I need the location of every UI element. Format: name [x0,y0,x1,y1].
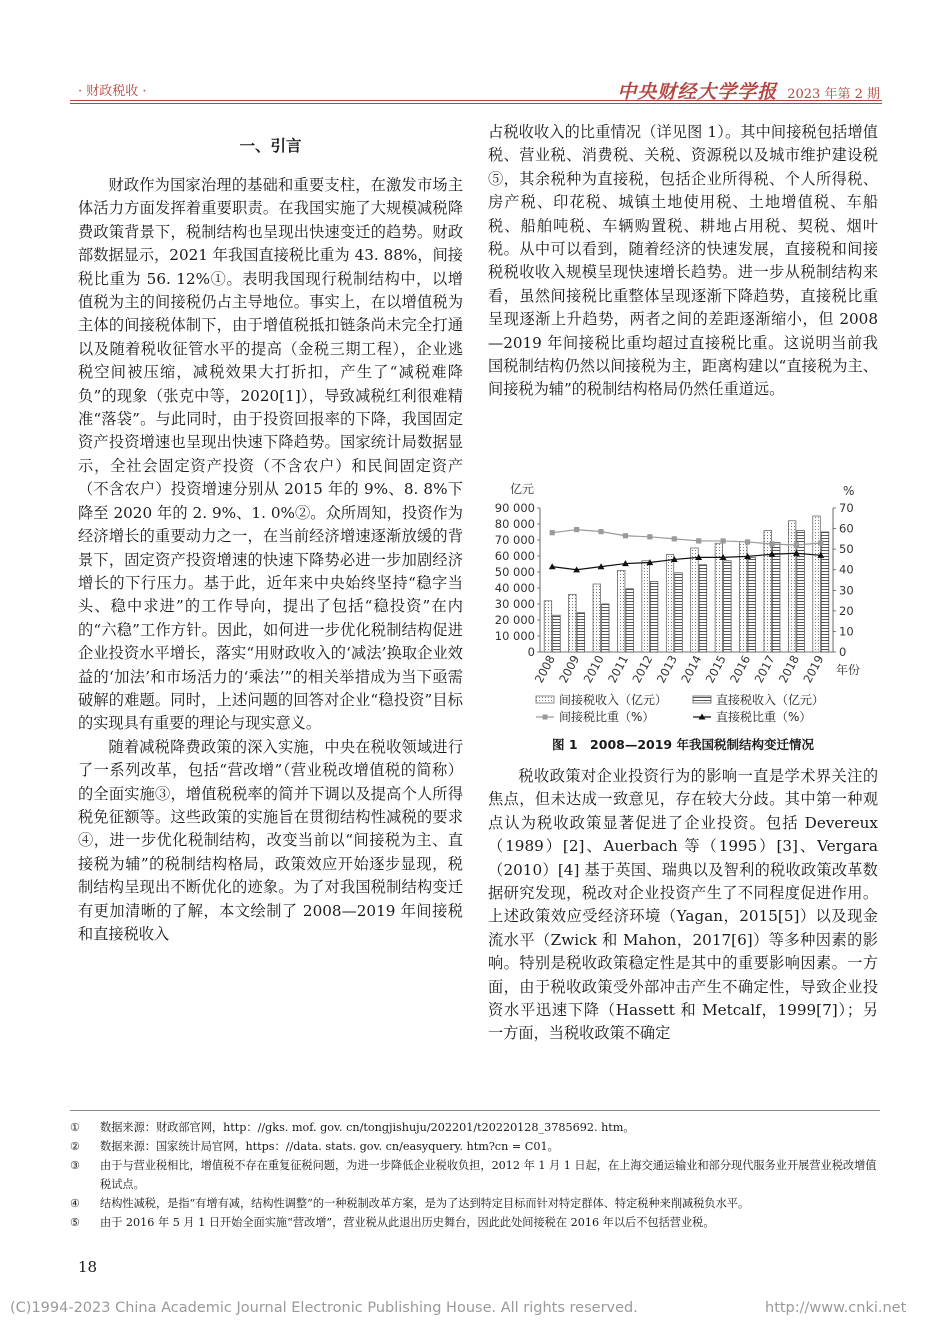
point-indirect-tax-share [672,536,677,541]
header-rule [70,100,882,101]
paragraph: 财政作为国家治理的基础和重要支柱，在激发市场主体活力方面发挥着重要职责。在我国实施了大规模减税降费政策背景下，税制结构也呈现出快速变迁的趋势。财政部数据显示，2021 年我国直接税比重为 43. 88%，间接税比重为 56. 12%①。表明我国现行税制结构中，以增值税为主的间接税仍占主导地位。事实上，在以增值税为主体的间接税体制下，由于增值税抵扣链条尚未完全打通以及随着税收征管水平的提高（金税三期工程），企业逃税空间被压缩，减税效果大打折扣，产生了“减税难降负”的现象（张克中等，2020[1]），导致减税红利很难精准“落袋”。与此同时，由于投资回报率的下降，我国固定资产投资增速也呈现出快速下降趋势。国家统计局数据显示，全社会固定资产投资（不含农户）和民间固定资产（不含农户）投资增速分别从 2015 年的 9%、8. 8%下降至 2020 年的 2. 9%、1. 0%②。众所周知，投资作为经济增长的重要动力之一，在当前经济增速逐渐放缓的背景下，固定资产投资增速的快速下降势必进一步加剧经济增长的下行压力。基于此，近年来中央始终坚持“稳字当头、稳中求进”的工作导向，提出了包括“稳投资”在内的“六稳”工作方针。因此，如何进一步优化税制结构促进企业投资水平增长，落实“用财政收入的‘减法’换取企业效益的‘加法’和市场活力的‘乘法’”的相关举措成为当下亟需破解的难题。同时，上述问题的回答对企业“稳投资”目标的实现具有重要的理论与现实意义。 [78,176,463,733]
y-left-tick-label: 80 000 [494,517,535,531]
paragraph: 占税收收入的比重情况（详见图 1）。其中间接税包括增值税、营业税、消费税、关税、资源税以及城市维护建设税⑤，其余税种为直接税，包括企业所得税、个人所得税、房产税、印花税、城镇土地使用税、土地增值税、车船税、船舶吨税、车辆购置税、耕地占用税、契税、烟叶税。从中可以看到，随着经济的快速发展，直接税和间接税税收收入规模呈现快速增长趋势。进一步从税制结构来看，虽然间接税比重整体呈现逐渐下降趋势，直接税比重呈现逐渐上升趋势，两者之间的差距逐渐缩小，但 2008—2019 年间接税比重均超过直接税比重。这说明当前我国税制结构仍然以间接税为主，距离构建以“直接税为主、间接税为辅”的税制结构格局仍然任重道远。 [488,123,878,399]
bar-direct-tax-revenue [626,589,634,652]
legend-label: 间接税比重（%） [559,710,655,724]
journal-title: 中央财经大学学报 [617,81,778,103]
y-right-tick-label: 10 [839,624,854,639]
section-title: 一、引言 [239,137,302,155]
tax-structure-chart [488,478,878,743]
paragraph: 税收政策对企业投资行为的影响一直是学术界关注的焦点，但未达成一致意见，存在较大分歧。其中第一种观点认为税收政策显著促进了企业投资。包括 Devereux（1989）[2]、Auerbach 等（1995）[3]、Vergara（2010）[4] 基于英国、瑞典以及智利的税收政策改革数据研究发现，税改对企业投资产生了不同程度促进作用。上述政策效应受经济环境（Yagan，2015[5]）以及现金流水平（Zwick 和 Mahon，2017[6]）等多种因素的影响。特别是税收政策稳定性是其中的重要影响因素。一方面，由于税收政策受外部冲击产生不确定性，导致企业投资水平迅速下降（Hassett 和 Metcalf，1999[7]）；另一方面，当税收政策不确定 [488,767,878,1043]
y-left-tick-label: 50 000 [494,565,535,579]
line-direct-tax-share [552,553,821,569]
y-right-tick-label: 40 [839,562,854,577]
header-rule-thin [70,103,882,104]
legend-swatch-indirect-revenue [536,696,554,703]
y-axis-left-label: 亿元 [510,482,535,496]
bar-direct-tax-revenue [772,542,780,652]
x-tick-label: 2011 [604,652,632,686]
right-column-bottom [488,765,878,1046]
y-left-tick-label: 0 [527,645,535,659]
running-header-section: · 财政税收 · [78,84,147,99]
x-tick-label: 2009 [556,652,583,686]
x-tick-label: 2008 [531,652,558,686]
x-axis-label: 年份 [836,663,861,677]
y-left-tick-label: 10 000 [494,629,535,643]
y-left-tick-label: 90 000 [494,501,535,515]
footnote-rule [70,1110,880,1111]
bar-direct-tax-revenue [797,530,805,652]
legend-label: 间接税收入（亿元） [559,693,668,707]
y-right-tick-label: 60 [839,521,854,536]
line-indirect-tax-share [552,530,821,545]
footnote: ④ 结构性减税，是指“有增有减，结构性调整”的一种税制改革方案，是为了达到特定目标而针对特定群体、特定税种来削减税负水平。 [70,1197,750,1210]
left-column [78,174,463,946]
bar-indirect-tax-revenue [666,554,674,652]
point-indirect-tax-share [550,530,555,535]
point-indirect-tax-share [598,529,603,534]
legend-label: 直接税收入（亿元） [716,693,825,707]
y-right-tick-label: 0 [839,645,847,659]
footnote: ② 数据来源：国家统计局官网，https：//data. stats. gov. cn/easyquery. htm?cn = C01。 [70,1140,559,1153]
right-column-top [488,121,878,402]
bar-indirect-tax-revenue [813,516,821,652]
page-number: 18 [78,1258,98,1276]
footnote: ③ 由于与营业税相比，增值税不存在重复征税问题，为进一步降低企业税收负担，2012 年 1 月 1 日起，在上海交通运输业和部分现代服务业开展营业税改增值税试点。 [70,1159,877,1191]
y-right-tick-label: 20 [839,603,854,618]
bar-direct-tax-revenue [675,573,683,652]
legend-marker-indirect-share [543,715,548,720]
y-left-tick-label: 40 000 [494,581,535,595]
bar-indirect-tax-revenue [593,584,601,652]
footnotes [70,1118,880,1232]
point-indirect-tax-share [574,527,579,532]
y-left-tick-label: 30 000 [494,597,535,611]
y-axis-right-label: % [843,484,855,498]
point-indirect-tax-share [696,538,701,543]
legend-label: 直接税比重（%） [716,710,812,724]
footnote: ⑤ 由于 2016 年 5 月 1 日开始全面实施“营改增”，营业税从此退出历史舞台，因此此处间接税在 2016 年以后不包括营业税。 [70,1216,715,1229]
bar-direct-tax-revenue [577,613,585,652]
point-direct-tax-share [549,563,556,569]
x-tick-label: 2013 [653,652,680,686]
bar-direct-tax-revenue [748,558,756,652]
x-tick-label: 2017 [751,652,778,686]
bar-direct-tax-revenue [553,615,561,652]
copyright-line [10,1300,907,1316]
x-tick-label: 2010 [580,652,607,686]
y-right-tick-label: 30 [839,583,854,598]
x-tick-label: 2015 [702,652,729,686]
footnote: ① 数据来源：财政部官网，http：//gks. mof. gov. cn/tongjishuju/202201/t20220128_3785692. htm。 [70,1121,635,1134]
website-link[interactable]: http://www.cnki.net [765,1300,907,1316]
bar-indirect-tax-revenue [788,521,796,652]
bar-direct-tax-revenue [821,532,829,652]
x-tick-label: 2018 [775,652,803,686]
y-left-tick-label: 20 000 [494,613,535,627]
paragraph: 随着减税降费政策的深入实施，中央在税收领域进行了一系列改革，包括“营改增”（营业税改增值税的简称）的全面实施③，增值税税率的简并下调以及提高个人所得税免征额等。这些政策的实施旨在贯彻结构性减税的要求④，进一步优化税制结构，改变当前以“间接税为主、直接税为辅”的税制结构格局，政策效应开始逐步显现，税制结构呈现出不断优化的迹象。为了对我国税制结构变迁有更加清晰的了解，本文绘制了 2008—2019 年间接税和直接税收入 [78,737,463,943]
issue-label: 2023 年第 2 期 [787,87,880,102]
point-indirect-tax-share [794,542,799,547]
y-right-tick-label: 70 [839,501,854,515]
x-tick-label: 2019 [800,652,827,686]
y-left-tick-label: 60 000 [494,549,535,563]
legend-swatch-direct-revenue [693,696,711,703]
bar-indirect-tax-revenue [617,570,625,652]
point-indirect-tax-share [818,540,823,545]
bar-direct-tax-revenue [650,582,658,652]
bar-indirect-tax-revenue [544,601,552,652]
bar-direct-tax-revenue [699,565,707,652]
point-indirect-tax-share [647,534,652,539]
copyright-text: (C)1994-2023 China Academic Journal Electronic Publishing House. All rights reserved. [10,1300,638,1316]
x-tick-label: 2016 [727,652,754,686]
bar-indirect-tax-revenue [569,594,577,652]
x-tick-label: 2014 [678,652,705,686]
bar-indirect-tax-revenue [691,548,699,652]
bar-direct-tax-revenue [724,561,732,652]
x-tick-label: 2012 [629,652,656,686]
figure-caption: 图 1 2008—2019 年我国税制结构变迁情况 [552,737,814,752]
point-indirect-tax-share [721,538,726,543]
y-left-tick-label: 70 000 [494,533,535,547]
point-indirect-tax-share [769,541,774,546]
bar-indirect-tax-revenue [764,530,772,652]
bar-direct-tax-revenue [602,604,610,652]
point-indirect-tax-share [623,533,628,538]
y-right-tick-label: 50 [839,542,854,557]
bar-indirect-tax-revenue [642,561,650,652]
point-indirect-tax-share [745,539,750,544]
